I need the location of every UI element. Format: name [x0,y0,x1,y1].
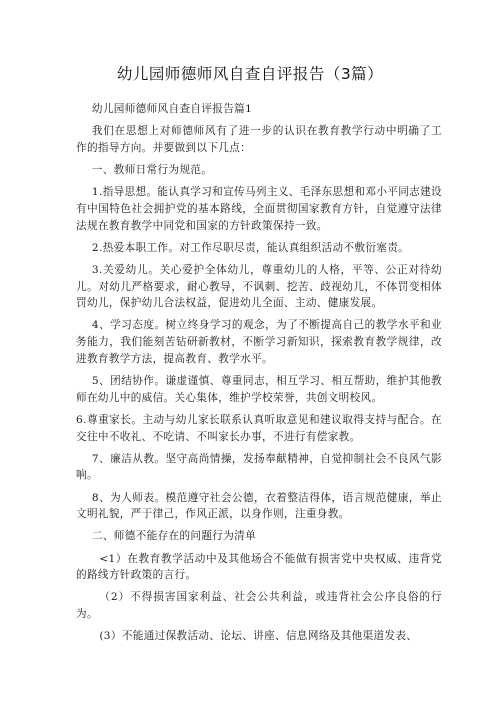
list-item: (3）不能通过保教活动、论坛、讲座、信息网络及其他渠道发表、 [99,630,418,643]
list-item: （2）不得损害国家利益、社会公共利益，或违背社会公序良俗的行为。 [76,591,442,621]
report-subtitle: 幼儿园师德师风自查自评报告篇1 [91,103,253,115]
item-paragraph: 4、学习态度。树立终身学习的观念，为了不断提高自己的教学水平和业务能力，我们能刻苦钻研新教材，不断学习新知识，探索教育教学规律，改进教育教学方法，提高教育、教学水平。 [76,319,442,365]
item-paragraph: 7、廉洁从教。坚守高尚情操，发扬奉献精神，自觉抑制社会不良风气影响。 [76,452,442,482]
document-body [76,101,442,650]
intro-paragraph: 我们在思想上对师德师风有了进一步的认识在教育教学行动中明确了工作的指导方向。并要做到以下几点： [76,125,442,154]
item-paragraph: 3.关爱幼儿。关心爱护全体幼儿，尊重幼儿的人格，平等、公正对待幼儿。对幼儿严格要求，耐心教导，不讽刺、挖苦、歧视幼儿，不体罚变相体罚幼儿，保护幼儿合法权益，促进幼儿全面、主动、健康发展。 [76,263,442,310]
section-heading: 一、教师日常行为规范。 [91,163,213,176]
section-heading: 二、师德不能存在的问题行为清单 [91,530,257,543]
item-paragraph: 1.指导思想。能认真学习和宣传马列主义、毛泽东思想和邓小平同志建设有中国特色社会拥护党的基本路线，全面贯彻国家教育方针，自觉遵守法律法规在教育教学中同党和国家的方针政策保持一致。 [76,186,442,232]
item-paragraph: 6.尊重家长。主动与幼儿家长联系认真听取意见和建议取得支持与配合。在交往中不收礼、不吃请、不叫家长办事，不进行有偿家教。 [76,413,442,443]
item-paragraph: 5、团结协作。谦虚谨慎、尊重同志，相互学习、相互帮助，维护其他教师在幼儿中的威信。关心集体，维护学校荣誉，共创文明校风。 [76,375,442,404]
list-item: <1）在教育教学活动中及其他场合不能做有损害党中央权威、违背党的路线方针政策的言行。 [76,552,442,582]
item-paragraph: 8、为人师表。模范遵守社会公德，衣着整洁得体，语言规范健康，举止文明礼貌，严于律己，作风正派，以身作则，注重身教。 [76,491,442,521]
item-paragraph: 2.热爱本职工作。对工作尽职尽责，能认真组织活动不敷衍塞责。 [91,241,410,254]
document-title: 幼儿园师德师风自查自评报告（3篇） [116,65,384,83]
